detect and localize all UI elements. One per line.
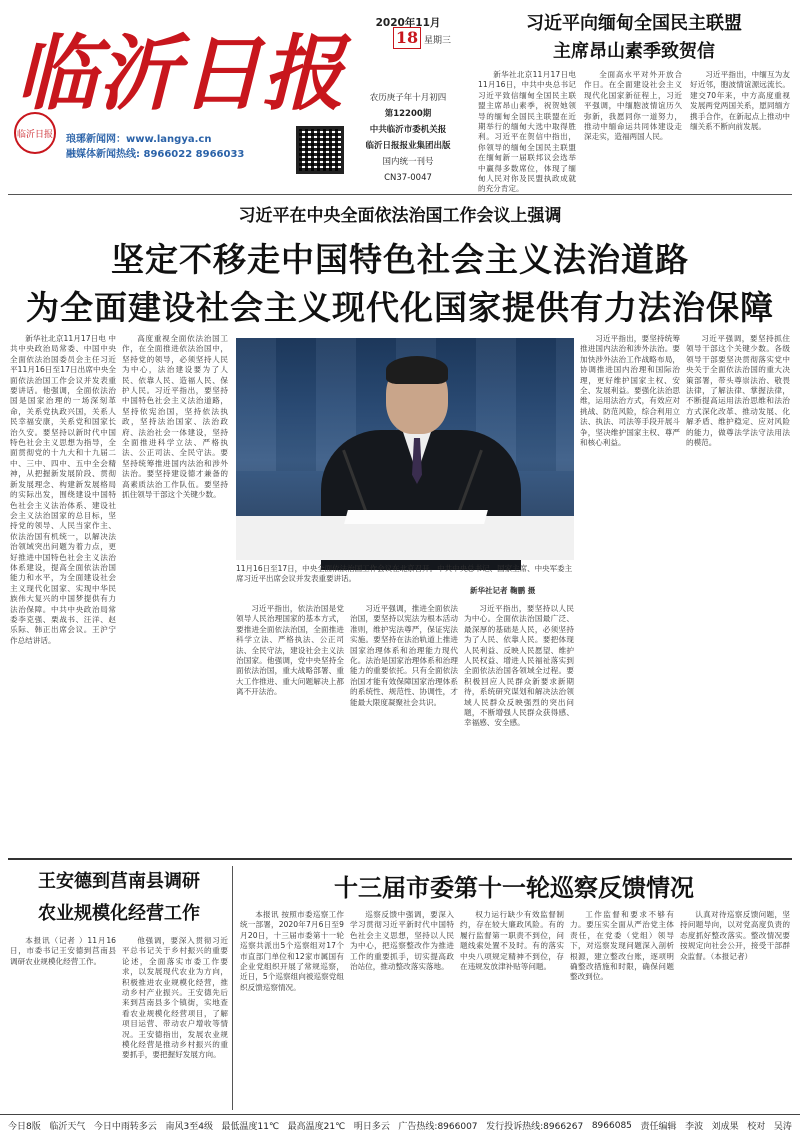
issue-info (352, 90, 464, 186)
main-col4: 习近平强调，推进全面依法治国，要坚持以宪法为根本活动准则，维护宪法尊严，保证宪法实施。要坚持在法治轨道上推进国家治理体系和治理能力现代化。法治是国家治理体系和治理能力的重要依托。只有全面依法治国才能有效保障国家治理体系的系统性、规范性、协调性，才能最大限度凝聚社会共识。 (350, 604, 458, 707)
bottom-right-col5: 认真对待巡察反馈问题，坚持问题导向，以对党高度负责的态度抓好整改落实。整改情况要按规定向社会公开，接受干部群众监督。（本报记者） (680, 910, 790, 961)
qr-code-icon[interactable] (296, 126, 344, 174)
code-line1: 国内统一刊号 (382, 157, 434, 167)
footer-item: 最低温度11℃ (221, 1122, 280, 1132)
main-kicker: 习近平在中央全面依法治国工作会议上强调 (238, 206, 562, 226)
photo-caption: 11月16日至17日，中央全面依法治国工作会议在北京召开。中共中央总书记、国家主席、中央军委主席习近平出席会议并发表重要讲话。 (236, 564, 573, 583)
footer-item: 吴涛 (773, 1122, 792, 1132)
footer-item: 责任编辑 (640, 1122, 677, 1132)
main-photo[interactable] (236, 338, 574, 560)
footer-item: 明日多云 (353, 1122, 390, 1132)
top-story-col2: 全面高水平对外开放合作日。在全面建设社会主义现代化国家新征程上，习近平强调，中缅胞波情谊历久弥新，我愿同你一道努力，推动中缅命运共同体建设走深走实，造福两国人民。 (584, 70, 682, 142)
divider (8, 194, 792, 195)
bottom-right-col3: 权力运行缺少有效监督制约，存在较大廉政风险。有的履行监督第一职责不到位，问题线索处置不及时。有的落实中央八项规定精神不到位，存在违规发放津补贴等问题。 (460, 910, 564, 972)
website-line[interactable]: 琅琊新闻网：www.langya.cn (66, 134, 212, 145)
publisher-line2: 临沂日报报业集团出版 (365, 141, 451, 151)
issue-number: 第12200期 (384, 109, 432, 119)
footer-item: 广告热线:8966007 (398, 1122, 478, 1132)
footer-item: 刘成果 (711, 1122, 739, 1132)
bottom-left-col1: 本报讯（记者 ）11月16日，市委书记王安德到莒南县调研农业规模化经营工作。 (10, 936, 116, 966)
column-rule (232, 866, 233, 1110)
footer-item: 最高温度21℃ (287, 1122, 346, 1132)
footer-item: 8966085 (591, 1120, 632, 1131)
bottom-right-col4: 工作监督和要求不够有力。要压实全面从严治党主体责任，在党委（党组）领导下，对巡察发现问题深入剖析根源，建立整改台账，逐项明确整改措施和时限，确保问题整改到位。 (570, 910, 674, 982)
footer-item: 今日中雨转多云 (93, 1122, 157, 1132)
bottom-left-headline[interactable]: 王安德到莒南县调研 农业规模化经营工作 (38, 871, 200, 924)
date-weekday: 星期三 (424, 36, 452, 46)
publisher-line1: 中共临沂市委机关报 (369, 125, 447, 135)
footer-item: 发行投诉热线:8966267 (486, 1122, 584, 1132)
main-col7: 习近平指出，要坚持统筹推进国内法治和涉外法治。要加快涉外法治工作战略布局，协调推进国内治理和国际治理，更好维护国家主权、安全、发展利益。要强化法治思维，运用法治方式，有效应对挑战、防范风险，综合利用立法、执法、司法等手段开展斗争，坚决维护国家主权、尊严和核心利益。 (580, 334, 680, 448)
main-col5: 习近平指出，要坚持以人民为中心。全面依法治国最广泛、最深厚的基础是人民，必须坚持为了人民、依靠人民。要把体现人民利益、反映人民愿望、维护人民权益、增进人民福祉落实到全面依法治国各领域全过程。要积极回应人民群众新要求新期待，系统研究谋划和解决法治领域人民群众反映强烈的突出问题，不断增强人民群众获得感、幸福感、安全感。 (464, 604, 574, 728)
footer-item: 李波 (685, 1122, 704, 1132)
main-col3: 习近平指出，依法治国是党领导人民治理国家的基本方式，要推进全面依法治国，全面推进科学立法、严格执法、公正司法、全民守法，建设社会主义法治国家。他强调，党中央坚持全面依法治国，重大战略部署、重大工作推进、重大问题解决上都离不开法治。 (236, 604, 344, 697)
masthead-logo (14, 14, 344, 122)
footer-bar (0, 1114, 800, 1136)
section-divider (8, 858, 792, 860)
main-headline-2[interactable]: 为全面建设社会主义现代化国家提供有力法治保障 (26, 288, 774, 327)
footer-item: 临沂天气 (49, 1122, 86, 1132)
footer-item: 校对 (747, 1122, 766, 1132)
bottom-right-headline[interactable]: 十三届市委第十一轮巡察反馈情况 (334, 874, 694, 902)
top-story-col1: 新华社北京11月17日电 11月16日，中共中央总书记习近平致信缅甸全国民主联盟主席昂山素季，祝贺她领导的缅甸全国民主联盟在近期举行的缅甸大选中取得胜利。习近平在贺信中指出，你领导的缅甸全国民主联盟在缅甸新一届联邦议会选举中赢得多数席位，体现了缅甸人民对你及民盟执政成就的充分肯定。 (478, 70, 576, 194)
bottom-left-col2: 他强调，要深入贯彻习近平总书记关于乡村振兴的重要论述，全面落实市委工作要求，以发展现代农业为方向，积极推进农业规模化经营，推动乡村产业振兴。王安德先后来到莒南县多个镇街，实地查看农业规模化经营项目，了解项目运营、带动农户增收等情况。王安德指出，发展农业规模化经营是推动乡村振兴的重要抓手，要把握好发展方向。 (122, 936, 228, 1060)
hotline-line: 融媒体新闻热线: 8966022 8966033 (66, 149, 245, 160)
date-day: 18 (393, 27, 421, 49)
main-headline-1[interactable]: 坚定不移走中国特色社会主义法治道路 (111, 240, 689, 279)
main-col8: 习近平强调，要坚持抓住领导干部这个关键少数。各级领导干部要坚决贯彻落实党中央关于全面依法治国的重大决策部署，带头尊崇法治、敬畏法律，了解法律、掌握法律，不断提高运用法治思维和法治方式深化改革、推动发展、化解矛盾、维护稳定、应对风险的能力，做尊法学法守法用法的模范。 (686, 334, 790, 448)
footer-item: 南风3至4级 (165, 1122, 213, 1132)
code-line2: CN37-0047 (384, 173, 432, 183)
footer-item: 今日8版 (8, 1122, 41, 1132)
main-col1: 新华社北京11月17日电 中共中央政治局常委、中国中央全面依法治国委员会主任习近平11月16日至17日出席中央全面依法治国工作会议并发表重要讲话。他强调，全面依法治国是国家治理的一场深刻革命，关系党执政兴国，关系人民幸福安康，关系党和国家长治久安。要坚持以新时代中国特色社会主义思想为指导，全面贯彻党的十九大和十九届二中、三中、四中、五中全会精神，从把握新发展阶段、贯彻新发展理念、构建新发展格局的实际出发，围绕建设中国特色社会主义法治体系、建设社会主义法治国家的总目标，坚持党的领导、人民当家作主、依法治国有机统一，以解决法治领域突出问题为着力点，更好推进中国特色社会主义法治体系建设，提高全面依法治国能力和水平，为全面建设社会主义现代化国家、实现中华民族伟大复兴的中国梦提供有力法治保障。中共中央政治局常委李克强、栗战书、汪洋、赵乐际、韩正出席会议。王沪宁作总结讲话。 (10, 334, 116, 645)
bottom-right-col2: 巡察反馈中强调，要深入学习贯彻习近平新时代中国特色社会主义思想，坚持以人民为中心，把巡察整改作为推进工作的重要抓手，切实提高政治站位，推动整改落实落地。 (350, 910, 454, 972)
main-col2: 高度重视全面依法治国工作，在全面推进依法治国中，坚持党的领导，必须坚持人民为中心，法治建设要为了人民、依靠人民、造福人民、保护人民。习近平指出，要坚持中国特色社会主义法治道路，坚持依宪治国，坚持依法执政，坚持法治国家、法治政府、法治社会一体建设，坚持全面推进科学立法、严格执法、公正司法、全民守法。要坚持统筹推进国内法治和涉外法治。要坚持建设德才兼备的高素质法治工作队伍。要坚持抓住领导干部这个关键少数。 (122, 334, 228, 500)
photo-credit: 新华社记者 鞠鹏 摄 (470, 586, 536, 595)
lunar-date: 农历庚子年十月初四 (369, 93, 447, 103)
top-story-col3: 习近平指出，中缅互为友好近邻，胞波情谊源远流长。建交70年来，中方高度重视发展两党两国关系，愿同缅方携手合作，在新起点上推动中缅关系不断向前发展。 (690, 70, 790, 132)
masthead-title: 临沂日报 (16, 26, 344, 122)
bottom-right-col1: 本报讯 按照市委巡察工作统一部署，2020年7月6日至9月20日，十三届市委第十一轮巡察共派出5个巡察组对17个市直部门单位和12家市属国有企业党组织开展了常规巡察，近日，5个巡察组向被巡察党组织反馈巡察情况。 (240, 910, 344, 992)
date-year-month: 2020年11月 (375, 17, 441, 29)
emblem-logo: 临沂日报 (14, 112, 56, 154)
top-story-headline[interactable]: 习近平向缅甸全国民主联盟 主席昂山素季致贺信 (526, 13, 742, 62)
